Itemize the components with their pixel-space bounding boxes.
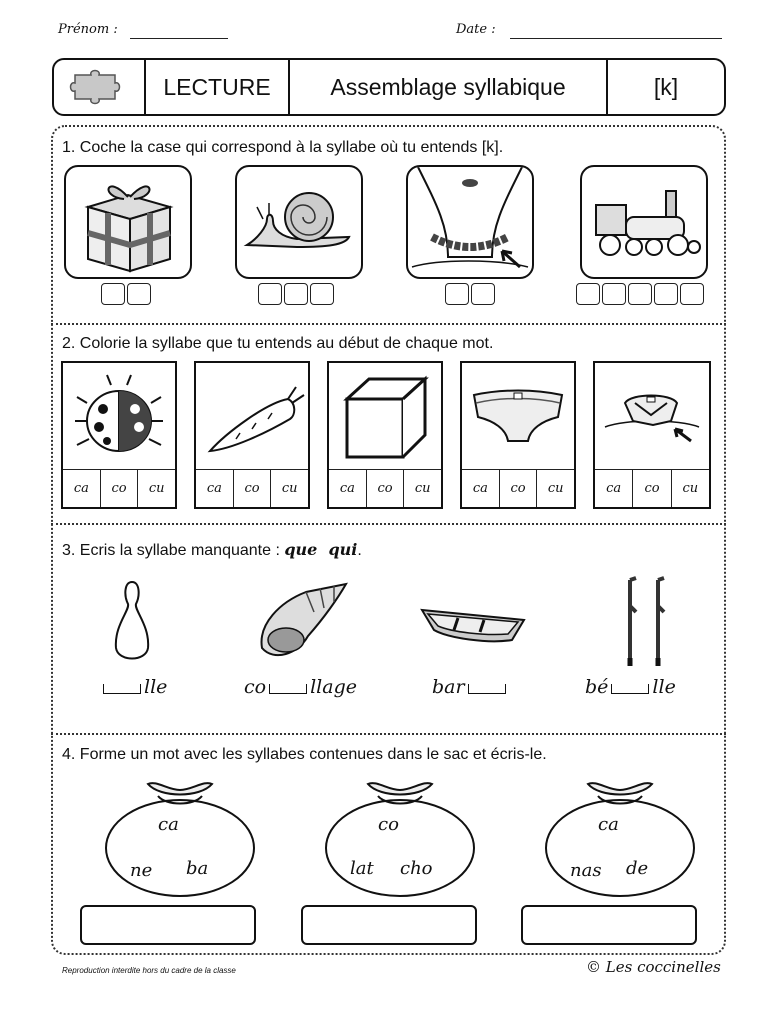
bag-syllable: ba bbox=[186, 858, 209, 879]
bag-syllable: nas bbox=[570, 860, 602, 881]
q2-card-underpants bbox=[460, 361, 576, 509]
syllable-option[interactable]: cu bbox=[148, 481, 165, 496]
answer-box[interactable] bbox=[80, 905, 256, 945]
q3-syllables: que qui bbox=[284, 540, 358, 559]
phoneme-label: [k] bbox=[653, 73, 679, 100]
snail-icon bbox=[235, 165, 363, 279]
q3-instruction bbox=[62, 540, 362, 560]
gift-icon bbox=[64, 165, 192, 279]
q2-instruction: 2. Colorie la syllabe que tu entends au début de chaque mot. bbox=[62, 335, 494, 352]
section-divider bbox=[51, 323, 726, 325]
seashell-icon bbox=[254, 578, 354, 673]
syllable-option[interactable]: ca bbox=[595, 470, 633, 507]
q3-word-barque bbox=[432, 676, 509, 698]
puzzle-icon bbox=[54, 60, 146, 114]
subject-label: LECTURE bbox=[146, 60, 290, 114]
bag-syllable: ne bbox=[130, 860, 153, 881]
word-suffix: llage bbox=[310, 676, 357, 698]
locomotive-icon bbox=[580, 165, 708, 279]
q3-word-bequille bbox=[585, 676, 676, 698]
date-field[interactable] bbox=[510, 38, 722, 39]
underpants-icon bbox=[462, 363, 574, 471]
bag-syllable: de bbox=[626, 858, 649, 879]
missing-syllable-blank[interactable] bbox=[611, 684, 649, 694]
syllable-choices bbox=[196, 469, 308, 507]
bag-syllable: ca bbox=[158, 814, 179, 835]
ladybug-icon bbox=[63, 363, 175, 471]
date-label: Date : bbox=[456, 22, 496, 37]
q2-card-cube bbox=[327, 361, 443, 509]
answer-box[interactable] bbox=[521, 905, 697, 945]
brand-signature: © Les coccinelles bbox=[586, 958, 721, 976]
word-prefix: co bbox=[244, 676, 267, 698]
q2-card-ladybug bbox=[61, 361, 177, 509]
syllable-option[interactable]: cu bbox=[281, 481, 298, 496]
section-divider bbox=[51, 523, 726, 525]
syllable-checkboxes[interactable] bbox=[576, 283, 704, 305]
answer-box[interactable] bbox=[301, 905, 477, 945]
crutches-icon bbox=[618, 576, 670, 673]
prenom-label: Prénom : bbox=[58, 22, 118, 37]
syllable-choices bbox=[329, 469, 441, 507]
q2-card-collar bbox=[593, 361, 711, 509]
syllable-option[interactable]: ca bbox=[462, 470, 500, 507]
necklace-icon bbox=[406, 165, 534, 279]
carrot-icon bbox=[196, 363, 308, 471]
syllable-option[interactable]: ca bbox=[196, 470, 234, 507]
q4-instruction: 4. Forme un mot avec les syllabes contenues dans le sac et écris-le. bbox=[62, 746, 547, 763]
syllable-option[interactable]: co bbox=[500, 470, 538, 507]
boat-icon bbox=[418, 598, 528, 653]
syllable-option[interactable]: co bbox=[633, 470, 671, 507]
missing-syllable-blank[interactable] bbox=[269, 684, 307, 694]
q3-word-quille bbox=[100, 676, 167, 698]
syllable-option[interactable]: co bbox=[101, 470, 139, 507]
syllable-bag-3 bbox=[540, 776, 700, 905]
syllable-bag-1 bbox=[100, 776, 260, 905]
copyright-notice: Reproduction interdite hors du cadre de la classe bbox=[62, 966, 236, 975]
q3-word-coquillage bbox=[244, 676, 357, 698]
syllable-checkboxes[interactable] bbox=[445, 283, 495, 305]
cube-icon bbox=[329, 363, 441, 471]
word-suffix: lle bbox=[652, 676, 676, 698]
syllable-option[interactable]: cu bbox=[682, 481, 699, 496]
missing-syllable-blank[interactable] bbox=[468, 684, 506, 694]
syllable-option[interactable]: co bbox=[367, 470, 405, 507]
worksheet-header bbox=[52, 58, 726, 116]
bag-syllable: co bbox=[378, 814, 399, 835]
missing-syllable-blank[interactable] bbox=[103, 684, 141, 694]
q3-instruction-text: 3. Ecris la syllabe manquante : bbox=[62, 542, 285, 559]
bag-syllable: lat bbox=[350, 858, 374, 879]
word-prefix: bé bbox=[585, 676, 609, 698]
word-suffix: lle bbox=[144, 676, 168, 698]
syllable-checkboxes[interactable] bbox=[101, 283, 151, 305]
syllable-checkboxes[interactable] bbox=[258, 283, 334, 305]
bowling-pin-icon bbox=[110, 578, 154, 673]
word-prefix: bar bbox=[432, 676, 465, 698]
syllable-option[interactable]: co bbox=[234, 470, 272, 507]
syllable-bag-2 bbox=[320, 776, 480, 905]
syllable-option[interactable]: cu bbox=[414, 481, 431, 496]
syllable-option[interactable]: ca bbox=[329, 470, 367, 507]
syllable-choices bbox=[462, 469, 574, 507]
syllable-option[interactable]: ca bbox=[63, 470, 101, 507]
bag-syllable: cho bbox=[400, 858, 433, 879]
q2-card-carrot bbox=[194, 361, 310, 509]
syllable-choices bbox=[595, 469, 709, 507]
section-divider bbox=[51, 733, 726, 735]
q1-instruction: 1. Coche la case qui correspond à la syllabe où tu entends [k]. bbox=[62, 139, 504, 156]
page-title: Assemblage syllabique bbox=[290, 60, 608, 114]
prenom-field[interactable] bbox=[130, 38, 228, 39]
bag-syllable: ca bbox=[598, 814, 619, 835]
syllable-choices bbox=[63, 469, 175, 507]
q3-instruction-end: . bbox=[357, 542, 362, 559]
syllable-option[interactable]: cu bbox=[547, 481, 564, 496]
collar-icon bbox=[595, 363, 709, 471]
